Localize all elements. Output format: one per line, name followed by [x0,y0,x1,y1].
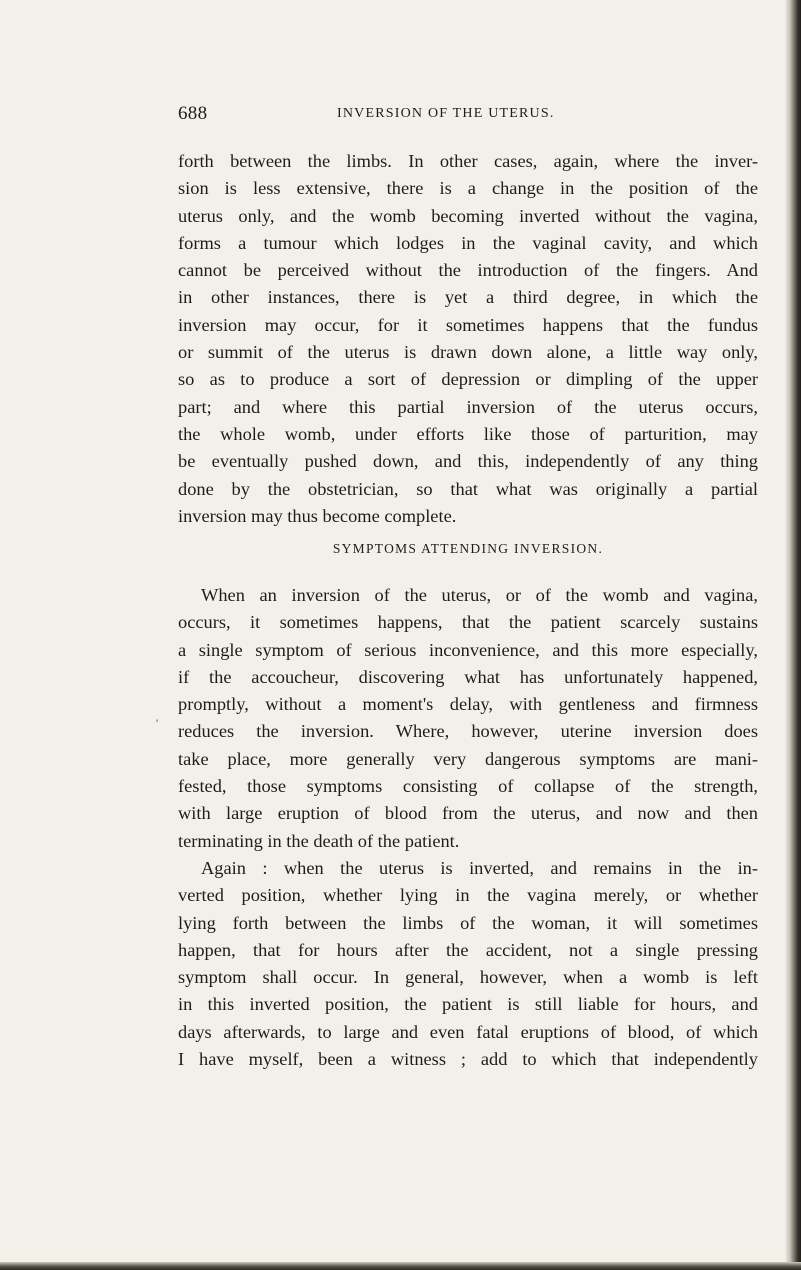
text-line: a single symptom of serious inconvenience, and this more especially, [178,639,758,660]
text-line: symptom shall occur. In general, however, when a womb is left [178,967,758,988]
paragraph-2 [178,582,758,855]
text-line: forms a tumour which lodges in the vaginal cavity, and which [178,232,758,253]
text-line: reduces the inversion. Where, however, uterine inversion does [178,721,758,742]
text-line: inversion may occur, for it sometimes happens that the fundus [178,314,758,335]
text-line: lying forth between the limbs of the woman, it will sometimes [178,912,758,933]
text-line: the whole womb, under efforts like those of parturition, may [178,423,758,444]
text-line: When an inversion of the uterus, or of the womb and vagina, [201,585,758,605]
text-line: terminating in the death of the patient. [178,830,460,851]
text-line: inversion may thus become complete. [178,505,457,526]
text-line: I have myself, been a witness ; add to which that independently [178,1049,758,1070]
text-line: sion is less extensive, there is a change in the position of the [178,178,758,199]
page-bottom-edge [0,1262,801,1270]
text-line: or summit of the uterus is drawn down alone, a little way only, [178,342,758,363]
paragraph-1 [178,148,758,530]
page-edge-binding [789,0,801,1270]
section-heading: SYMPTOMS ATTENDING INVERSION. [332,541,604,556]
text-line: happen, that for hours after the accident, not a single pressing [178,939,758,960]
text-line: days afterwards, to large and even fatal eruptions of blood, of which [178,1021,758,1042]
text-line: cannot be perceived without the introduction of the fingers. And [178,260,758,281]
margin-mark: ' [156,716,159,730]
paragraph-3 [178,855,758,1073]
text-line: if the accoucheur, discovering what has unfortunately happened, [178,666,758,687]
running-head [178,103,758,127]
page-number: 688 [178,103,208,124]
body-continuation [178,582,758,1073]
text-line: with large eruption of blood from the uterus, and now and then [178,803,758,824]
text-line: promptly, without a moment's delay, with gentleness and firmness [178,694,758,715]
text-line: take place, more generally very dangerous symptoms are mani- [178,748,758,769]
text-line: occurs, it sometimes happens, that the patient scarcely sustains [178,612,758,633]
text-line: uterus only, and the womb becoming inverted without the vagina, [178,205,758,226]
text-line: fested, those symptoms consisting of collapse of the strength, [178,776,758,797]
running-title: INVERSION OF THE UTERUS. [337,106,555,121]
text-line: in other instances, there is yet a third degree, in which the [178,287,758,308]
text-line: forth between the limbs. In other cases, again, where the inver- [178,151,758,171]
text-line: part; and where this partial inversion of the uterus occurs, [178,396,758,417]
text-line: be eventually pushed down, and this, independently of any thing [178,451,758,472]
text-line: in this inverted position, the patient is still liable for hours, and [178,994,758,1015]
text-line: Again : when the uterus is inverted, and remains in the in- [201,857,758,878]
text-line: done by the obstetrician, so that what was originally a partial [178,478,758,499]
text-line: so as to produce a sort of depression or dimpling of the upper [178,369,758,390]
text-line: verted position, whether lying in the vagina merely, or whether [178,885,758,906]
